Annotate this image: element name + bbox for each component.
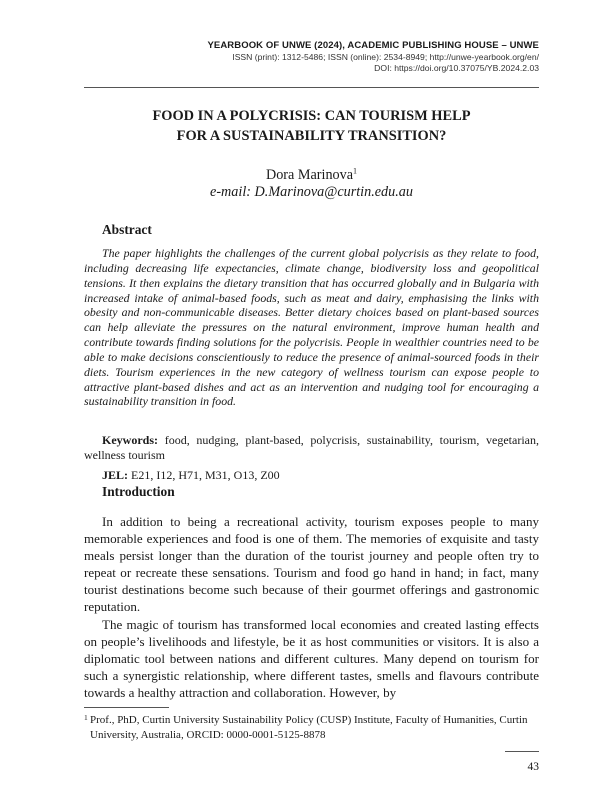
journal-issn: ISSN (print): 1312-5486; ISSN (online): 2534-8949; http://unwe-yearbook.org/en/	[232, 52, 539, 62]
footnote-divider	[84, 707, 169, 708]
abstract-text: The paper highlights the challenges of the current global polycrisis as they relate to food, including decreasing life expectancies, climate change, biodiversity loss and geopolitical tensions. It then explains the dietary transition that has occurred globally and in Bulgaria with increased intake of animal-based foods, such as meat and dairy, emphasising the links with obesity and non-communicable diseases. Better dietary choices based on plant-based sources can help alleviate the pressures on the natural environment, improve human health and contribute towards finding solutions for the polycrisis. People in wealthier countries need to be able to make decisions conscientiously to reduce the presence of animal-sourced foods in their diets. Tourism experiences in the new category of wellness tourism can expose people to attractive plant-based dishes and act as an intervention and nudging tool for encouraging a sustainability transition in food.	[84, 246, 539, 409]
footnote	[84, 713, 539, 742]
paper-title-line-2: FOR A SUSTAINABILITY TRANSITION?	[176, 128, 447, 144]
author-email: e-mail: D.Marinova@curtin.edu.au	[210, 184, 413, 200]
header-divider	[84, 87, 539, 88]
introduction-paragraph-1: In addition to being a recreational activity, tourism exposes people to many memorable experiences and food is one of them. The memories of exquisite and tasty meals persist longer than the duration of the tourist journey and people often try to repeat or recreate these sensations. Tourism and food go hand in hand; in fact, many tourist destinations become such because of their gourmet offerings and gastronomic reputation.	[84, 514, 539, 615]
keywords-label: Keywords:	[102, 433, 158, 447]
page-number-rule	[505, 751, 539, 752]
journal-doi: DOI: https://doi.org/10.37075/YB.2024.2.03	[374, 63, 539, 73]
jel-label: JEL:	[102, 468, 129, 482]
author-footnote-mark: 1	[353, 166, 358, 176]
introduction-heading: Introduction	[102, 484, 175, 499]
introduction-paragraph-2: The magic of tourism has transformed local economies and created lasting effects on people’s livelihoods and lifestyle, be it as host communities or visitors. It is also a diplomatic tool between nations and different cultures. Many depend on tourism for such a synergistic relationship, where different tastes, smells and flavours contribute towards a healthy attraction and collaboration. However, by	[84, 616, 539, 700]
journal-title: YEARBOOK OF UNWE (2024), ACADEMIC PUBLISHING HOUSE – UNWE	[207, 40, 539, 51]
author-name: Dora Marinova	[265, 167, 354, 183]
keywords-text: food, nudging, plant-based, polycrisis, sustainability, tourism, vegetarian, wellness tourism	[84, 433, 540, 462]
paper-title	[84, 106, 539, 146]
page-number: 43	[527, 761, 539, 773]
abstract-heading: Abstract	[102, 222, 152, 237]
introduction-body	[84, 513, 539, 701]
journal-header	[84, 40, 539, 74]
jel-codes	[102, 468, 280, 483]
footnote-mark: 1	[84, 713, 88, 722]
paper-title-line-1: FOOD IN A POLYCRISIS: CAN TOURISM HELP	[152, 108, 471, 124]
jel-text: E21, I12, H71, M31, O13, Z00	[131, 468, 280, 482]
author	[84, 167, 539, 184]
footnote-text: Prof., PhD, Curtin University Sustainability Policy (CUSP) Institute, Faculty of Humanities, Curtin University, Australia, ORCID: 0000-0001-5125-8878	[90, 714, 528, 741]
paper-page	[84, 0, 539, 800]
keywords	[84, 433, 539, 463]
